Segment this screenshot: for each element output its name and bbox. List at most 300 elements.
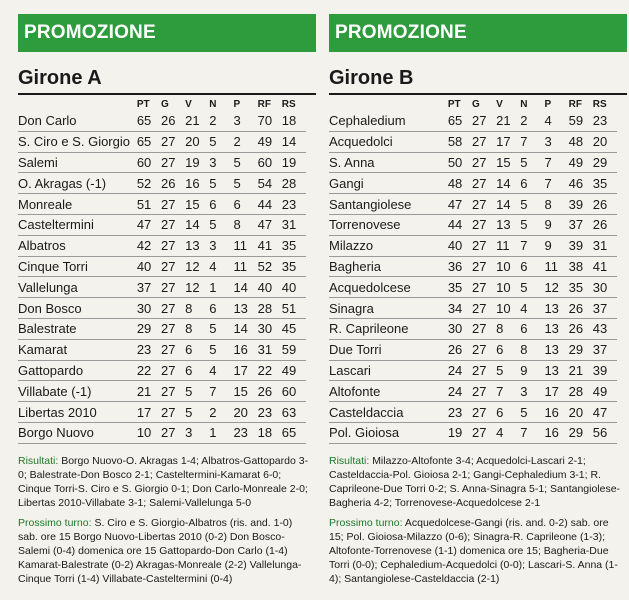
stat-cell: 27 [161,422,185,443]
stat-cell: 47 [258,214,282,235]
table-row [18,111,306,131]
stat-cell: 6 [185,360,209,381]
standings-body [329,111,617,443]
stat-cell: 5 [520,194,544,215]
stat-cell: 23 [137,339,161,360]
stat-cell: 17 [233,360,257,381]
stat-cell: 27 [472,235,496,256]
stat-cell: 21 [569,360,593,381]
stat-cell: 6 [209,194,233,215]
team-name: Pol. Gioiosa [329,422,448,443]
results-label: Risultati: [18,454,59,467]
stat-cell: 40 [448,235,472,256]
stat-cell: 35 [593,173,617,194]
stat-cell: 16 [544,422,568,443]
stat-cell: 27 [161,194,185,215]
stat-cell: 31 [282,214,306,235]
next-round-body: Acquedolcese-Gangi (ris. and. 0-2) sab. ore 15; Pol. Gioiosa-Milazzo (0-6); Sinagra-R. Caprileone (1-3); Altofonte-Torrenovese (1-1) domenica ore 15; Bagheria-Due Torri (0-0); Cephaledium-Acquedolci (0-0); Lascari-S. Anna (1-4); Santangiolese-Casteldaccia (2-1) [329,516,618,585]
stat-cell: 39 [569,194,593,215]
stat-cell: 12 [185,256,209,277]
stat-cell: 14 [185,214,209,235]
stat-cell: 28 [282,173,306,194]
stat-cell: 47 [593,402,617,423]
stat-cell: 21 [137,381,161,402]
stat-cell: 30 [258,318,282,339]
table-row [18,422,306,443]
stat-cell: 34 [448,298,472,319]
stat-cell: 27 [161,298,185,319]
column-header: V [496,98,503,110]
stat-cell: 8 [520,339,544,360]
stat-cell: 4 [209,360,233,381]
stat-cell: 3 [520,381,544,402]
stat-cell: 7 [496,381,520,402]
team-name: Sinagra [329,298,448,319]
stat-cell: 27 [161,214,185,235]
stat-cell: 27 [472,360,496,381]
stat-cell: 26 [161,111,185,131]
stat-cell: 20 [185,131,209,152]
stat-cell: 54 [258,173,282,194]
stat-cell: 19 [185,152,209,173]
stat-cell: 52 [137,173,161,194]
stat-cell: 27 [161,256,185,277]
team-name: Acquedolci [329,131,448,152]
column-header: G [160,98,169,110]
team-name: Vallelunga [18,277,137,298]
standings-body [18,111,306,443]
stat-cell: 40 [282,277,306,298]
stat-cell: 22 [258,360,282,381]
column-header: PT [136,98,150,110]
stat-cell: 3 [185,422,209,443]
next-round-text [18,516,310,586]
team-name: Cephaledium [329,111,448,131]
stat-cell: 50 [448,152,472,173]
stat-cell: 8 [233,214,257,235]
next-round-label: Prossimo turno: [18,516,92,529]
stat-cell: 27 [161,277,185,298]
stat-cell: 43 [593,318,617,339]
stat-cell: 16 [233,339,257,360]
stat-cell: 27 [161,235,185,256]
standings-table [329,97,617,444]
stat-cell: 27 [161,152,185,173]
stat-cell: 6 [496,402,520,423]
team-name: Monreale [18,194,137,215]
stat-cell: 11 [544,256,568,277]
table-row [329,214,617,235]
stat-cell: 37 [137,277,161,298]
stat-cell: 27 [472,256,496,277]
stat-cell: 3 [209,152,233,173]
next-round-label: Prossimo turno: [329,516,403,529]
stat-cell: 18 [282,111,306,131]
team-name: Due Torri [329,339,448,360]
stat-cell: 11 [496,235,520,256]
stat-cell: 38 [569,256,593,277]
column-header: P [544,98,552,110]
stat-cell: 19 [282,152,306,173]
stat-cell: 17 [544,381,568,402]
stat-cell: 5 [209,173,233,194]
column-header: V [185,98,192,110]
stat-cell: 60 [137,152,161,173]
team-name: Kamarat [18,339,137,360]
team-name: O. Akragas (-1) [18,173,137,194]
stat-cell: 5 [233,173,257,194]
table-row [329,318,617,339]
team-name: S. Anna [329,152,448,173]
team-name: S. Ciro e S. Giorgio [18,131,137,152]
stat-cell: 41 [593,256,617,277]
stat-cell: 26 [258,381,282,402]
stat-cell: 5 [233,152,257,173]
team-name: Torrenovese [329,214,448,235]
stat-cell: 6 [185,339,209,360]
table-row [329,173,617,194]
stat-cell: 27 [472,318,496,339]
stat-cell: 14 [233,318,257,339]
girone-title: Girone A [18,67,102,89]
stat-cell: 18 [258,422,282,443]
stat-cell: 17 [137,402,161,423]
stat-cell: 40 [137,256,161,277]
team-name: Casteldaccia [329,402,448,423]
stat-cell: 1 [209,277,233,298]
match-notes [18,454,310,586]
stat-cell: 10 [137,422,161,443]
stat-cell: 27 [472,298,496,319]
stat-cell: 58 [448,131,472,152]
stat-cell: 23 [233,422,257,443]
stat-cell: 37 [593,298,617,319]
column-header: RF [257,98,271,110]
team-header [329,97,448,111]
stat-cell: 59 [569,111,593,131]
stat-cell: 65 [282,422,306,443]
stat-cell: 44 [448,214,472,235]
table-row [18,256,306,277]
column-header: PT [447,98,461,110]
team-name: Milazzo [329,235,448,256]
team-name: Acquedolcese [329,277,448,298]
stat-cell: 15 [185,194,209,215]
stat-cell: 7 [209,381,233,402]
stat-cell: 37 [569,214,593,235]
table-row [18,402,306,423]
stat-cell: 9 [544,214,568,235]
stat-cell: 27 [472,422,496,443]
match-notes [329,454,621,586]
column-header: RF [568,98,582,110]
stat-cell: 5 [520,152,544,173]
stat-cell: 27 [161,381,185,402]
stat-cell: 13 [233,298,257,319]
stat-cell: 17 [496,131,520,152]
stat-cell: 27 [472,402,496,423]
stat-cell: 8 [185,298,209,319]
results-text [329,454,621,510]
stat-cell: 5 [520,402,544,423]
table-row [329,402,617,423]
stat-cell: 30 [137,298,161,319]
stat-cell: 28 [258,298,282,319]
stat-cell: 16 [185,173,209,194]
stat-cell: 7 [520,422,544,443]
stat-cell: 6 [496,339,520,360]
team-name: Borgo Nuovo [18,422,137,443]
stat-cell: 29 [569,339,593,360]
table-row [18,214,306,235]
team-name: Salemi [18,152,137,173]
table-row [329,422,617,443]
team-name: Cinque Torri [18,256,137,277]
stat-cell: 2 [209,111,233,131]
stat-cell: 8 [544,194,568,215]
team-name: Gattopardo [18,360,137,381]
stat-cell: 65 [137,131,161,152]
table-row [18,360,306,381]
stat-cell: 37 [593,339,617,360]
stat-cell: 13 [185,235,209,256]
stat-cell: 10 [496,256,520,277]
team-name: Libertas 2010 [18,402,137,423]
stat-cell: 31 [593,235,617,256]
stat-cell: 26 [448,339,472,360]
table-row [329,194,617,215]
column-header: RS [281,98,296,110]
stat-cell: 6 [233,194,257,215]
stat-cell: 70 [258,111,282,131]
team-name: Don Carlo [18,111,137,131]
stat-cell: 26 [569,298,593,319]
stat-cell: 15 [496,152,520,173]
standings-table [18,97,306,444]
stat-cell: 4 [520,298,544,319]
table-row [329,256,617,277]
stat-cell: 24 [448,381,472,402]
column-header: RS [592,98,607,110]
table-row [18,277,306,298]
stat-cell: 60 [282,381,306,402]
stat-cell: 19 [448,422,472,443]
stat-cell: 49 [258,131,282,152]
stat-cell: 12 [185,277,209,298]
stat-cell: 26 [569,318,593,339]
girone-title: Girone B [329,67,414,89]
stat-cell: 26 [161,173,185,194]
column-header: N [520,98,528,110]
stat-cell: 1 [209,422,233,443]
stat-cell: 7 [544,173,568,194]
stat-cell: 11 [233,235,257,256]
stat-cell: 28 [569,381,593,402]
stat-cell: 59 [282,339,306,360]
stat-cell: 5 [209,318,233,339]
team-header [18,97,137,111]
stat-cell: 11 [233,256,257,277]
stat-cell: 40 [258,277,282,298]
stat-cell: 31 [258,339,282,360]
stat-cell: 27 [472,131,496,152]
stat-cell: 3 [209,235,233,256]
girone-a-panel [18,14,316,600]
stat-cell: 60 [258,152,282,173]
stat-cell: 63 [282,402,306,423]
stat-cell: 35 [282,256,306,277]
stat-cell: 8 [496,318,520,339]
stat-cell: 27 [472,381,496,402]
stat-cell: 35 [448,277,472,298]
stat-cell: 5 [209,339,233,360]
stat-cell: 65 [137,111,161,131]
stat-cell: 27 [161,402,185,423]
stat-cell: 39 [569,235,593,256]
stat-cell: 47 [448,194,472,215]
stat-cell: 5 [520,277,544,298]
team-name: Santangiolese [329,194,448,215]
stat-cell: 29 [569,422,593,443]
stat-cell: 2 [233,131,257,152]
stat-cell: 2 [520,111,544,131]
stat-cell: 35 [282,235,306,256]
table-row [329,298,617,319]
stat-cell: 45 [282,318,306,339]
column-header: P [233,98,241,110]
stat-cell: 23 [258,402,282,423]
stat-cell: 48 [448,173,472,194]
stat-cell: 27 [472,152,496,173]
column-header: N [209,98,217,110]
stat-cell: 49 [593,381,617,402]
column-header: G [471,98,480,110]
stat-cell: 7 [520,235,544,256]
results-body: Milazzo-Altofonte 3-4; Acquedolci-Lascari 2-1; Casteldaccia-Pol. Gioiosa 2-1; Gangi-Cephaledium 3-1; R. Caprileone-Due Torri 0-2; S. Anna-Sinagra 5-1; Santangiolese-Bagheria 4-2; Torrenovese-Acquedolcese 2-1 [329,454,621,509]
table-row [329,277,617,298]
table-row [18,131,306,152]
table-row [18,381,306,402]
stat-cell: 5 [209,214,233,235]
stat-cell: 23 [593,111,617,131]
stat-cell: 36 [448,256,472,277]
team-name: Gangi [329,173,448,194]
stat-cell: 4 [544,111,568,131]
table-row [329,152,617,173]
stat-cell: 5 [185,402,209,423]
stat-cell: 14 [282,131,306,152]
stat-cell: 5 [520,214,544,235]
stat-cell: 14 [233,277,257,298]
table-row [329,111,617,131]
stat-cell: 10 [496,277,520,298]
stat-cell: 13 [544,360,568,381]
stat-cell: 14 [496,173,520,194]
stat-cell: 51 [137,194,161,215]
stat-cell: 27 [161,339,185,360]
team-name: Lascari [329,360,448,381]
stat-cell: 27 [472,173,496,194]
stat-cell: 5 [185,381,209,402]
stat-cell: 48 [569,131,593,152]
results-label: Risultati: [329,454,370,467]
stat-cell: 46 [569,173,593,194]
stat-cell: 14 [496,194,520,215]
table-row [18,235,306,256]
stat-cell: 27 [472,339,496,360]
section-banner: PROMOZIONE [329,14,627,52]
team-name: Altofonte [329,381,448,402]
table-header [18,97,306,111]
section-banner: PROMOZIONE [18,14,316,52]
stat-cell: 6 [520,256,544,277]
stat-cell: 35 [569,277,593,298]
stat-cell: 39 [593,360,617,381]
stat-cell: 2 [209,402,233,423]
girone-b-panel [329,14,627,600]
stat-cell: 9 [544,235,568,256]
table-row [329,381,617,402]
stat-cell: 13 [544,339,568,360]
stat-cell: 29 [593,152,617,173]
stat-cell: 20 [593,131,617,152]
stat-cell: 47 [137,214,161,235]
stat-cell: 7 [544,152,568,173]
stat-cell: 24 [448,360,472,381]
stat-cell: 65 [448,111,472,131]
stat-cell: 52 [258,256,282,277]
stat-cell: 6 [520,318,544,339]
team-name: Balestrate [18,318,137,339]
team-name: Casteltermini [18,214,137,235]
table-row [329,235,617,256]
stat-cell: 29 [137,318,161,339]
stat-cell: 7 [520,131,544,152]
table-row [18,152,306,173]
table-row [18,318,306,339]
stat-cell: 8 [185,318,209,339]
stat-cell: 21 [496,111,520,131]
stat-cell: 13 [544,318,568,339]
stat-cell: 27 [161,131,185,152]
stat-cell: 27 [472,277,496,298]
stat-cell: 4 [496,422,520,443]
stat-cell: 27 [161,360,185,381]
stat-cell: 12 [544,277,568,298]
stat-cell: 26 [593,214,617,235]
stat-cell: 16 [544,402,568,423]
stat-cell: 26 [593,194,617,215]
stat-cell: 51 [282,298,306,319]
table-header [329,97,617,111]
stat-cell: 13 [496,214,520,235]
stat-cell: 30 [448,318,472,339]
table-row [18,173,306,194]
stat-cell: 5 [496,360,520,381]
team-name: Albatros [18,235,137,256]
results-body: Borgo Nuovo-O. Akragas 1-4; Albatros-Gattopardo 3-0; Balestrate-Don Bosco 2-1; Casteltermini-Kamarat 6-0; Cinque Torri-S. Ciro e S. Giorgio 0-1; Don Carlo-Monreale 2-0; Libertas 2010-Villabate 3-1; Salemi-Vallelunga 5-0 [18,454,309,509]
table-row [18,298,306,319]
stat-cell: 5 [209,131,233,152]
stat-cell: 41 [258,235,282,256]
next-round-body: S. Ciro e S. Giorgio-Albatros (ris. and. 1-0) sab. ore 15 Borgo Nuovo-Libertas 2010 (0-2) Don Bosco-Salemi (0-4) domenica ore 15 Gattopardo-Don Carlo (1-4) Kamarat-Balestrate (0-2) Akragas-Monreale (2-2) Vallelunga-Cinque Torri (1-4) Villabate-Casteltermini (0-4) [18,516,302,585]
stat-cell: 56 [593,422,617,443]
stat-cell: 27 [472,214,496,235]
table-row [329,360,617,381]
stat-cell: 3 [544,131,568,152]
stat-cell: 27 [472,111,496,131]
next-round-text [329,516,621,586]
